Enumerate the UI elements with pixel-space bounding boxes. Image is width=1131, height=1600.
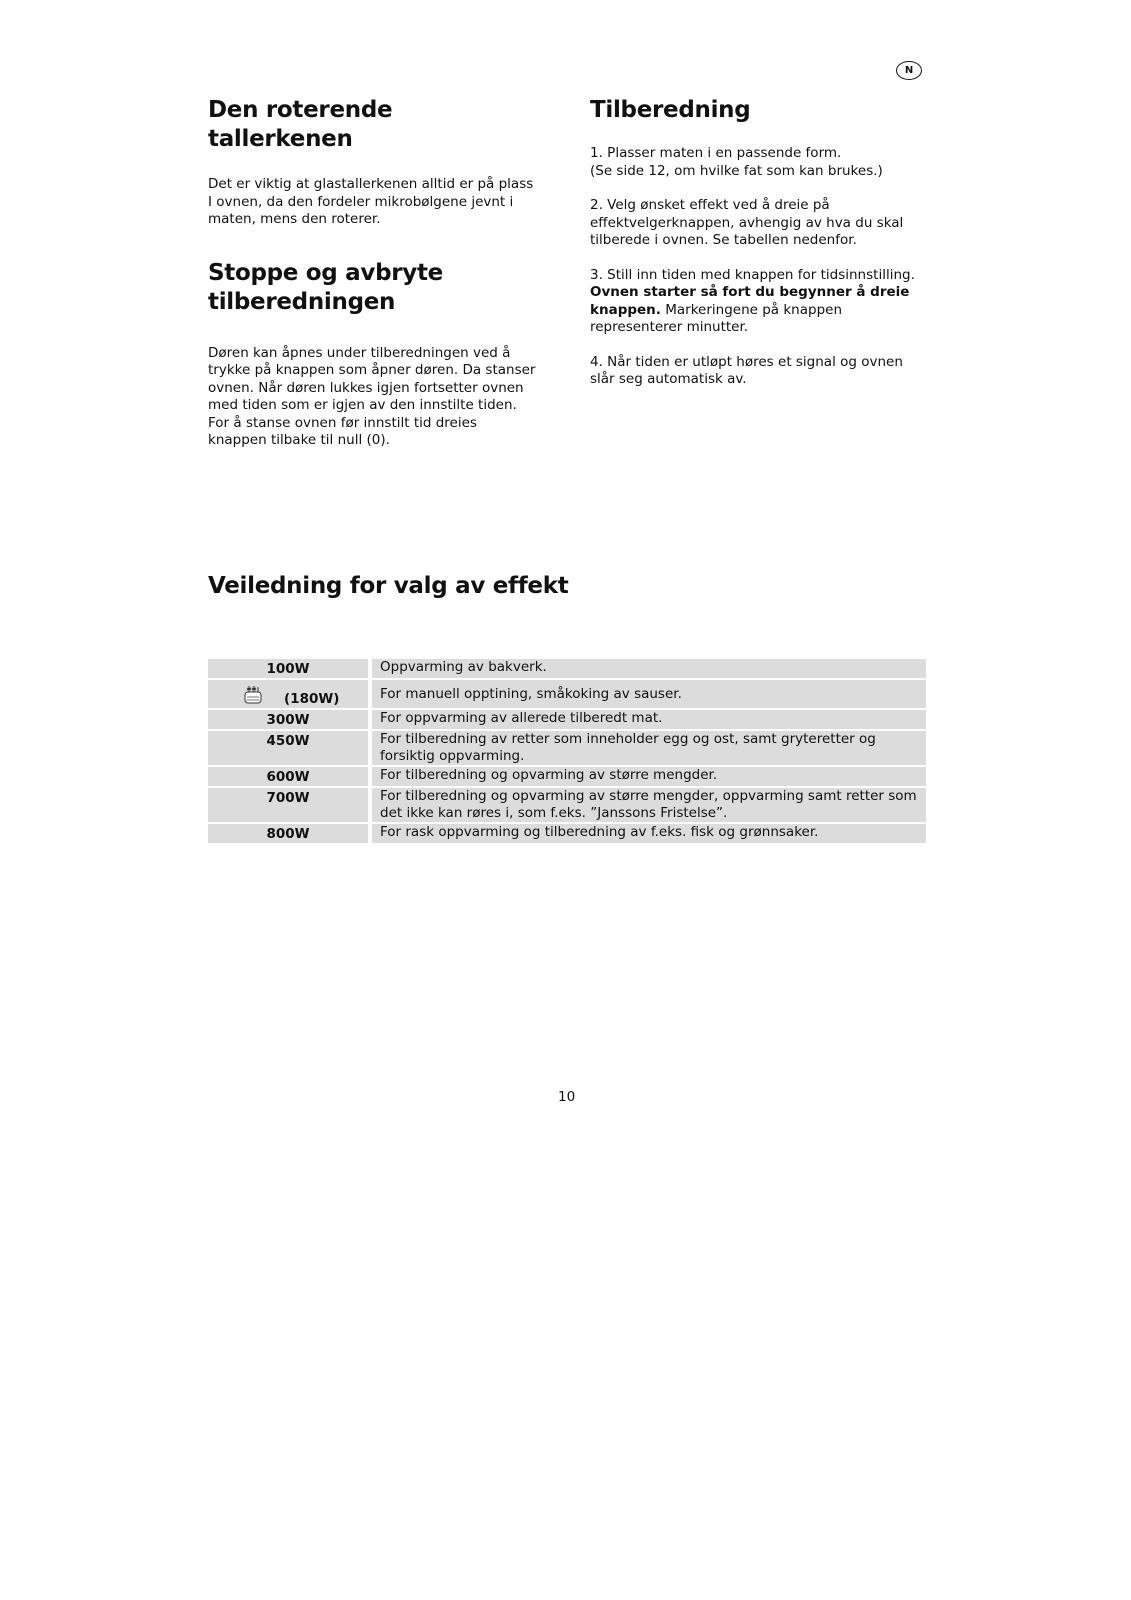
step-1	[590, 145, 920, 180]
power-cell: 300W	[208, 710, 372, 729]
table-row	[208, 767, 926, 786]
table-row	[208, 788, 926, 822]
power-cell: 700W	[208, 788, 372, 822]
description-cell: For tilberedning og opvarming av større mengder, oppvarming samt retter som det ikke kan røres i, som f.eks. ”Janssons Fristelse”.	[372, 788, 926, 822]
table-row	[208, 731, 926, 765]
page-number: 10	[558, 1089, 576, 1105]
table-row	[208, 680, 926, 708]
power-cell: 600W	[208, 767, 372, 786]
rotating-plate-text: Det er viktig at glastallerkenen alltid er på plass I ovnen, da den fordeler mikrobølgene jevnt i maten, mens den roterer.	[208, 176, 534, 227]
left-column	[208, 96, 538, 450]
step-1-line-2: (Se side 12, om hvilke fat som kan brukes.)	[590, 162, 883, 179]
power-table	[208, 657, 926, 845]
step-3	[590, 267, 920, 337]
table-row	[208, 824, 926, 843]
power-cell: 450W	[208, 731, 372, 765]
power-guide-section	[208, 572, 568, 601]
power-label: (180W)	[284, 691, 340, 707]
description-cell: For rask oppvarming og tilberedning av f.eks. fisk og grønnsaker.	[372, 824, 926, 843]
table-row	[208, 710, 926, 729]
power-cell: 800W	[208, 824, 372, 843]
power-cell	[208, 680, 372, 708]
stop-cooking-text: Døren kan åpnes under tilberedningen ved å trykke på knappen som åpner døren. Da stanser ovnen. Når døren lukkes igjen fortsetter ovnen med tiden som er igjen av den innstilte tiden. For å stanse ovnen før innstilt tid dreies knappen tilbake til null (0).	[208, 344, 536, 448]
description-cell: Oppvarming av bakverk.	[372, 659, 926, 678]
description-cell: For tilberedning av retter som inneholder egg og ost, samt gryteretter og forsiktig oppvarming.	[372, 731, 926, 765]
right-column	[590, 96, 920, 389]
step-3-text: 3. Still inn tiden med knappen for tidsinnstilling.	[590, 266, 915, 283]
power-cell: 100W	[208, 659, 372, 678]
description-cell: For manuell opptining, småkoking av sauser.	[372, 680, 926, 708]
description-cell: For oppvarming av allerede tilberedt mat.	[372, 710, 926, 729]
language-badge: N	[896, 61, 922, 80]
step-2: 2. Velg ønsket effekt ved å dreie på effektvelgerknappen, avhengig av hva du skal tilberede i ovnen. Se tabellen nedenfor.	[590, 197, 904, 248]
step-1-line-1: 1. Plasser maten i en passende form.	[590, 145, 842, 161]
heading-rotating-plate: Den roterende tallerkenen	[208, 97, 393, 152]
step-3-bold-text: Ovnen starter så fort du begynner å dreie knappen.	[590, 284, 910, 318]
heading-stop-cooking: Stoppe og avbryte tilberedningen	[208, 259, 443, 315]
heading-cooking: Tilberedning	[590, 97, 751, 123]
heading-power-guide: Veiledning for valg av effekt	[208, 573, 569, 599]
defrost-icon	[244, 684, 262, 704]
description-cell: For tilberedning og opvarming av større mengder.	[372, 767, 926, 786]
table-row	[208, 659, 926, 678]
step-4: 4. Når tiden er utløpt høres et signal og ovnen slår seg automatisk av.	[590, 353, 903, 387]
step-3-text-end: Markeringene på knappen representerer minutter.	[590, 301, 842, 335]
